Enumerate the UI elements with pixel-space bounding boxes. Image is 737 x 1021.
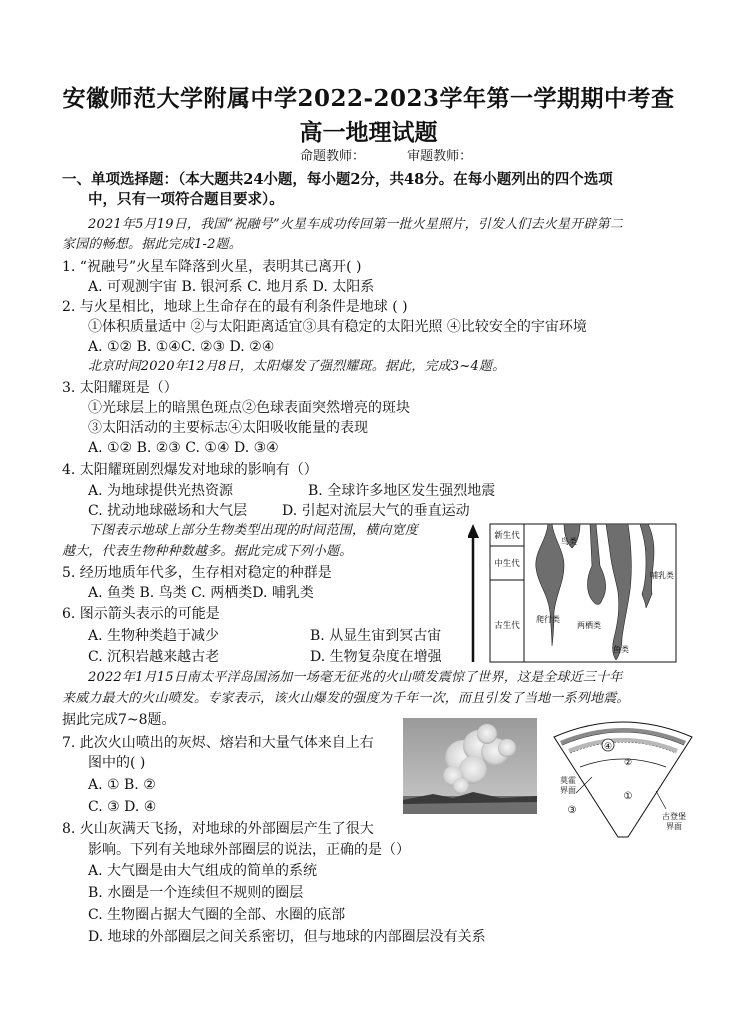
q7-stem-line2: 图中的( ) xyxy=(88,755,146,771)
section-heading-line2: 中，只有一项符合题目要求）。 xyxy=(88,191,284,208)
q3-stem: 3. 太阳耀斑是（） xyxy=(62,380,178,396)
reptile-shape xyxy=(536,524,564,646)
q6-option-a: A. 生物种类趋于减少 xyxy=(88,628,220,644)
q7-options-line1: A. ① B. ② xyxy=(88,777,156,793)
q4-option-a: A. 为地球提供光热资源 xyxy=(88,483,234,499)
reviewer-label: 审题教师： xyxy=(407,149,473,164)
era-cenozoic: 新生代 xyxy=(494,531,520,541)
intro1-line1: 2021年5月19日，我国“祝融号”火星车成功传回第一批火星照片，引发人们去火星开辟第二 xyxy=(88,217,623,232)
q6-option-b: B. 从显生宙到冥古宙 xyxy=(310,628,442,644)
label-amphibian: 两栖类 xyxy=(577,621,601,630)
q4-stem: 4. 太阳耀斑剧烈爆发对地球的影响有（） xyxy=(62,462,318,478)
q8-option-c: C. 生物圈占据大气圈的全部、水圈的底部 xyxy=(88,907,346,923)
q8-stem-line2: 影响。下列有关地球外部圈层的说法，正确的是（） xyxy=(88,842,410,858)
q4-option-d: D. 引起对流层大气的垂直运动 xyxy=(282,503,470,519)
q3-item2: ③太阳活动的主要标志④太阳吸收能量的表现 xyxy=(88,420,368,436)
intro4-line1: 2022年1月15日南太平洋岛国汤加一场毫无征兆的火山喷发震惊了世界，这是全球近三十年 xyxy=(88,670,623,685)
exam-subtitle: 高一地理试题 xyxy=(299,119,438,146)
intro4-line3: 据此完成7~8题。 xyxy=(62,712,176,728)
volcano-eruption-photo xyxy=(403,718,537,814)
label-bird: 鸟类 xyxy=(561,537,577,546)
mark-3: ③ xyxy=(567,805,577,816)
intro3-line2: 越大，代表生物种种数越多。据此完成下列小题。 xyxy=(62,544,353,559)
fish-shape xyxy=(606,524,631,660)
gutenberg-label-line1: 古登堡 xyxy=(662,812,686,821)
q2-stem: 2. 与火星相比，地球上生命存在的最有利条件是地球 ( ) xyxy=(62,299,408,315)
q3-options: A. ①② B. ②③ C. ①④ D. ③④ xyxy=(88,440,279,456)
time-arrow-head xyxy=(468,524,479,538)
q6-option-d: D. 生物复杂度在增强 xyxy=(310,649,442,665)
section-heading-line1: 一、单项选择题：（本大题共24小题，每小题2分，共48分。在每小题列出的四个选项 xyxy=(62,171,613,188)
intro2: 北京时间2020年12月8日，太阳爆发了强烈耀斑。据此，完成3~4题。 xyxy=(88,359,506,374)
label-reptile: 爬行类 xyxy=(536,615,560,624)
q1-stem: 1. “祝融号”火星车降落到火星，表明其已离开( ) xyxy=(62,259,362,275)
q8-option-b: B. 水圈是一个连续但不规则的圈层 xyxy=(88,885,304,901)
moho-label-line1: 莫霍 xyxy=(560,776,576,785)
q5-stem: 5. 经历地质年代多，生存相对稳定的种群是 xyxy=(62,565,332,581)
biology-timeline-figure xyxy=(468,522,678,664)
gutenberg-label-line2: 界面 xyxy=(666,822,682,831)
label-mammal: 哺乳类 xyxy=(650,571,674,580)
q8-stem-line1: 8. 火山灰满天飞扬，对地球的外部圈层产生了很大 xyxy=(62,821,374,837)
intro1-line2: 家园的畅想。据此完成1-2题。 xyxy=(62,237,242,252)
gutenberg-leader xyxy=(656,791,666,809)
q4-option-b: B. 全球许多地区发生强烈地震 xyxy=(308,483,496,499)
q8-option-d: D. 地球的外部圈层之间关系密切，但与地球的内部圈层没有关系 xyxy=(88,929,486,945)
intro3-line1: 下图表示地球上部分生物类型出现的时间范围，横向宽度 xyxy=(88,523,419,538)
q3-item1: ①光球层上的暗黑色斑点②色球表面突然增亮的斑块 xyxy=(88,400,410,416)
exam-title: 安徽师范大学附属中学2022-2023学年第一学期期中考查 xyxy=(62,85,675,112)
q6-stem: 6. 图示箭头表示的可能是 xyxy=(62,606,220,622)
earth-structure-diagram xyxy=(548,715,698,840)
label-fish: 鱼类 xyxy=(613,645,629,654)
mark-4: ④ xyxy=(603,742,613,752)
era-paleozoic: 古生代 xyxy=(494,621,520,631)
mark-2: ② xyxy=(623,758,633,768)
q6-option-c: C. 沉积岩越来越古老 xyxy=(88,649,220,665)
q2-options: A. ①② B. ①④C. ②③ D. ②④ xyxy=(88,339,275,355)
mark-1: ① xyxy=(623,791,633,802)
era-mesozoic: 中生代 xyxy=(494,559,520,569)
author-label: 命题教师： xyxy=(300,149,366,164)
mammal-shape xyxy=(640,524,654,608)
q7-stem-line1: 7. 此次火山喷出的灰烬、熔岩和大量气体来自上右 xyxy=(62,735,374,751)
q8-option-a: A. 大气圈是由大气组成的简单的系统 xyxy=(88,863,318,879)
amphibian-shape xyxy=(588,524,606,605)
q2-items: ①体积质量适中 ②与太阳距离适宜③具有稳定的太阳光照 ④比较安全的宇宙环境 xyxy=(88,319,587,335)
q7-options-line2: C. ③ D. ④ xyxy=(88,799,157,815)
q1-options: A. 可观测宇宙 B. 银河系 C. 地月系 D. 太阳系 xyxy=(88,279,375,295)
moho-label-line2: 界面 xyxy=(560,786,576,795)
author-line xyxy=(300,145,510,164)
q4-option-c: C. 扰动地球磁场和大气层 xyxy=(88,503,248,519)
q5-options: A. 鱼类 B. 鸟类 C. 两栖类D. 哺乳类 xyxy=(88,585,314,601)
intro4-line2: 来威力最大的火山喷发。专家表示，该火山爆发的强度为千年一次，而且引发了当地一系列地震。 xyxy=(62,691,630,706)
